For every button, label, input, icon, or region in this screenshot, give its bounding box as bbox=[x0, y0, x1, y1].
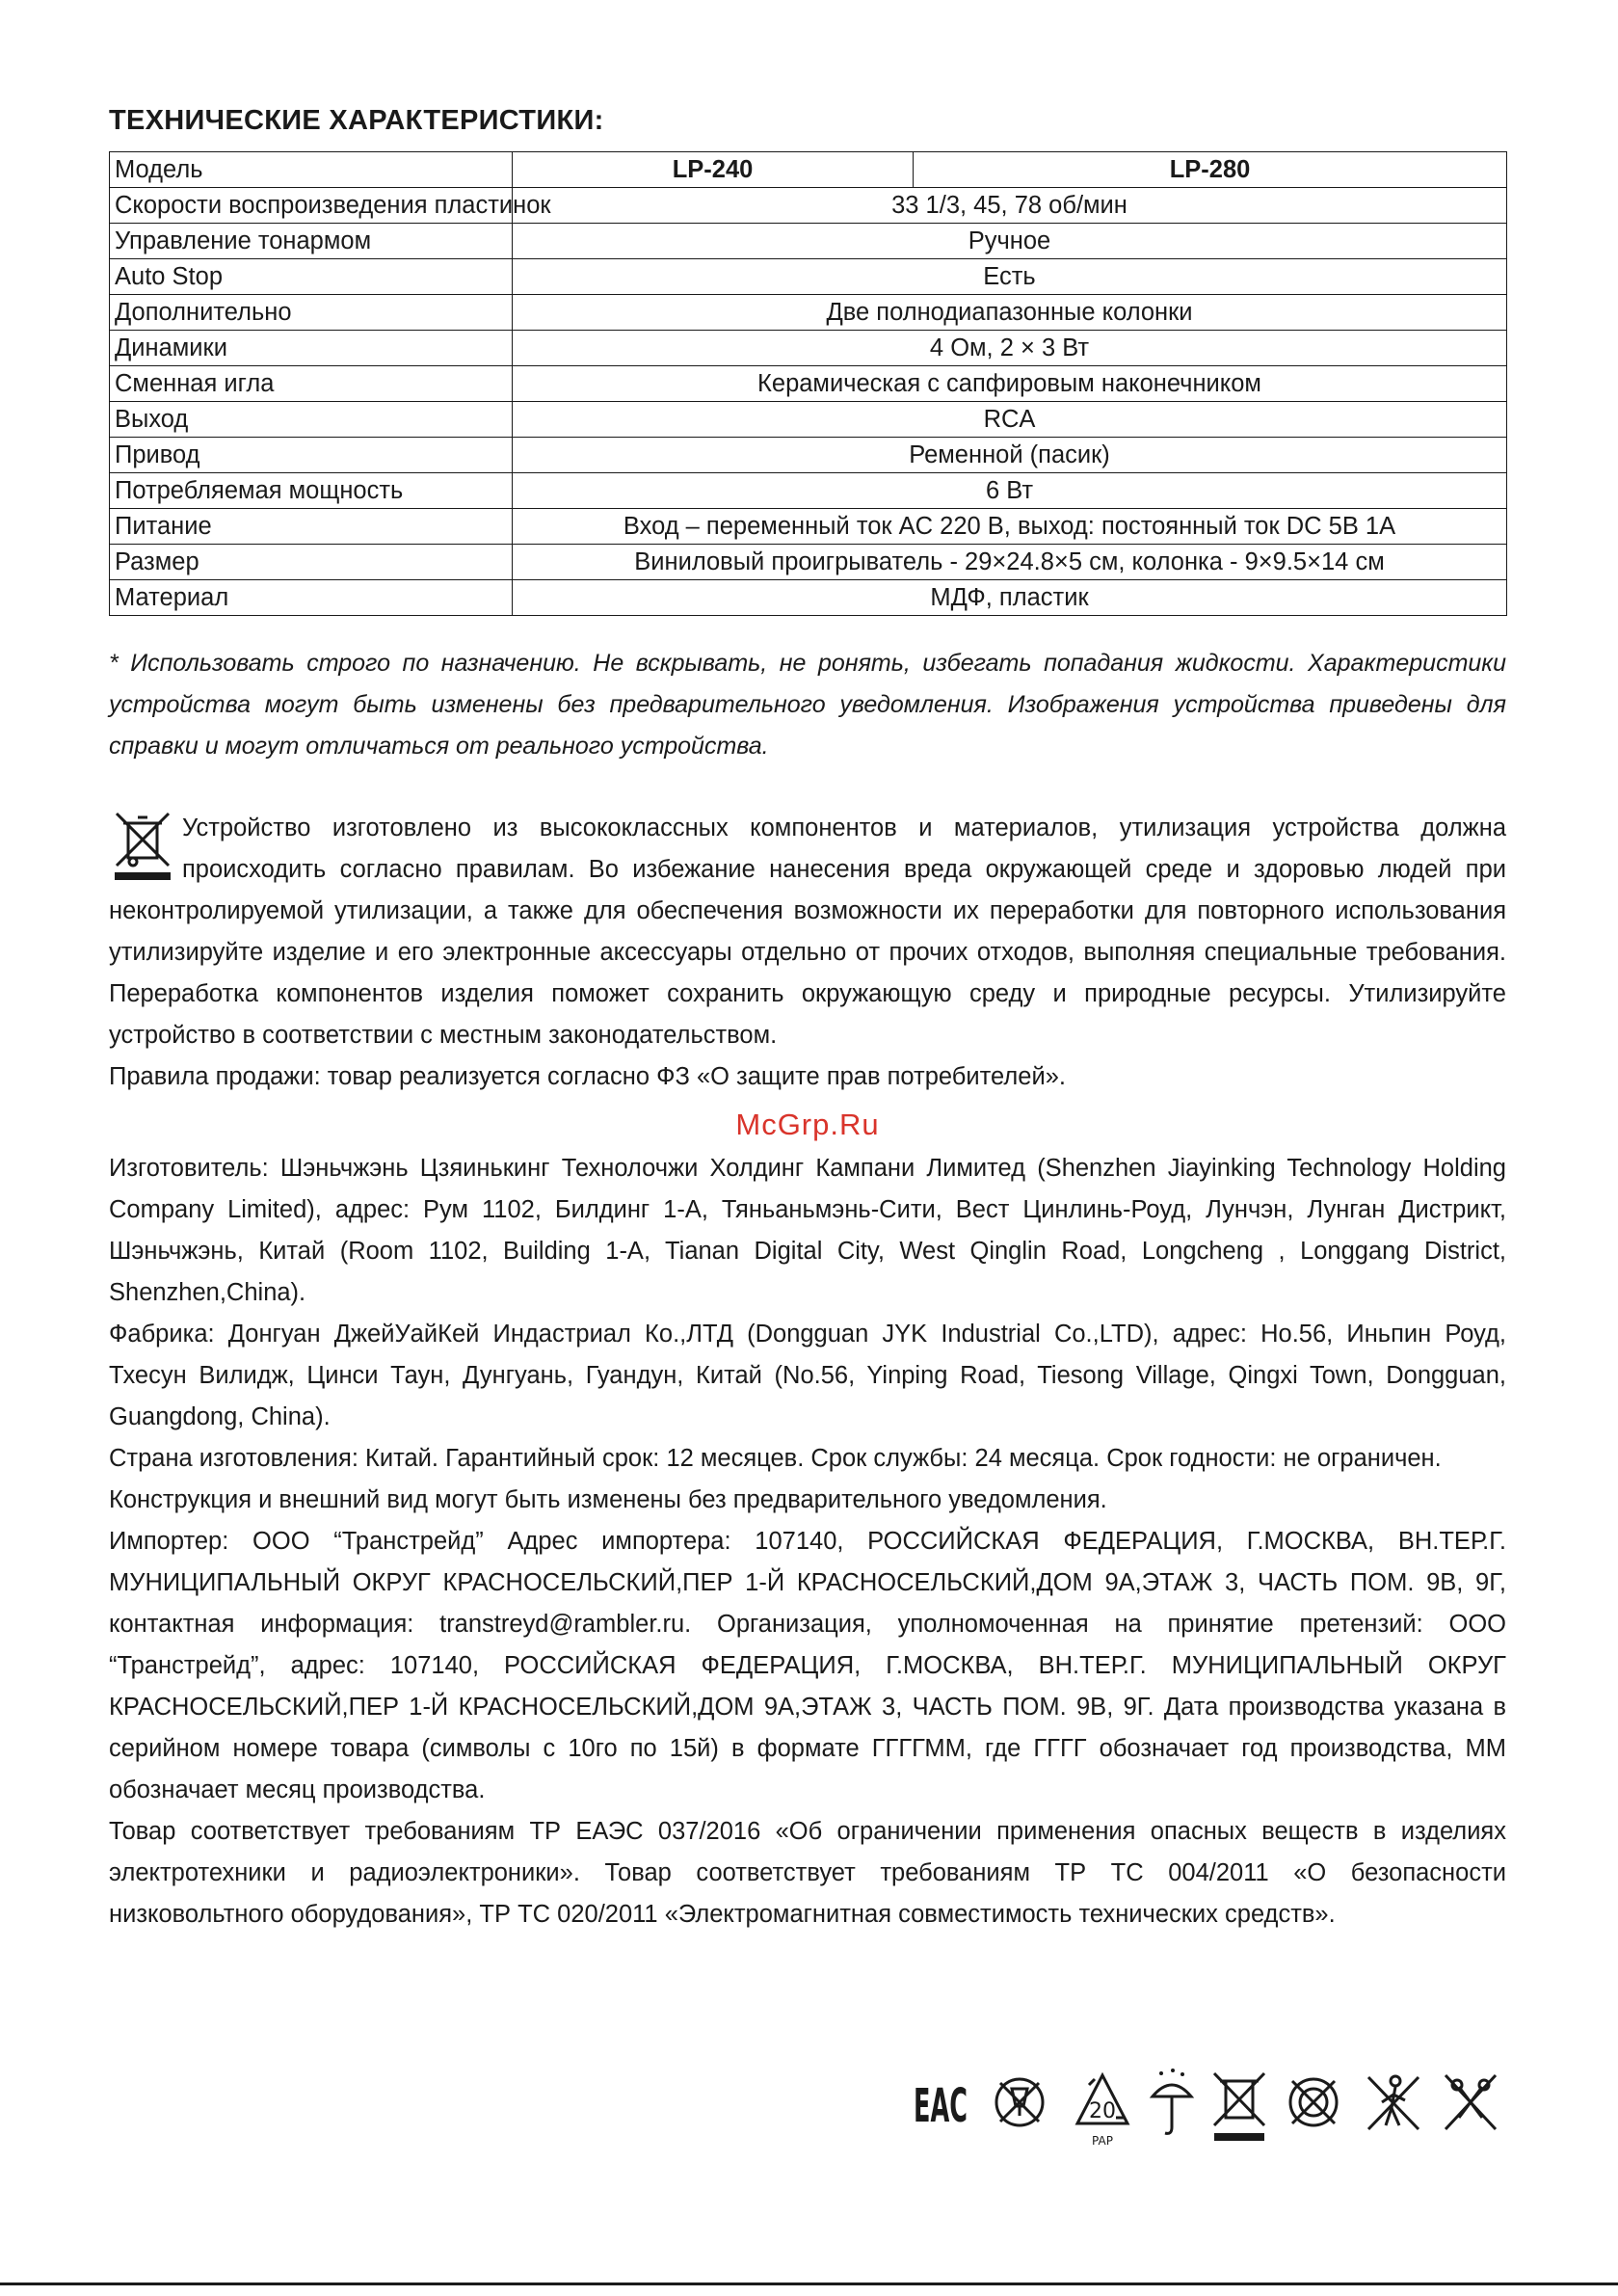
spec-label: Динамики bbox=[110, 331, 513, 366]
spec-value: Виниловый проигрыватель - 29×24.8×5 см, колонка - 9×9.5×14 см bbox=[513, 545, 1507, 580]
spec-value: Две полнодиапазонные колонки bbox=[513, 295, 1507, 331]
country-warranty-info: Страна изготовления: Китай. Гарантийный срок: 12 месяцев. Срок службы: 24 месяца. Срок годности: не ограничен. bbox=[109, 1445, 1442, 1472]
spec-value: Вход – переменный ток AC 220 В, выход: постоянный ток DC 5В 1А bbox=[513, 509, 1507, 545]
spec-label: Сменная игла bbox=[110, 366, 513, 402]
eac-mark-icon bbox=[912, 2068, 969, 2137]
spec-row bbox=[110, 295, 1507, 331]
spec-value: 6 Вт bbox=[513, 473, 1507, 509]
spec-label: Питание bbox=[110, 509, 513, 545]
pap-number: 20 bbox=[1089, 2099, 1116, 2123]
manufacturer-info: Изготовитель: Шэньчжэнь Цзяинькинг Технолочжи Холдинг Кампани Лимитед (Shenzhen Jiayinking Technology Holding Company Limited), адрес: Рум 1102, Билдинг 1-А, Тяньаньмэнь-Сити, Вест Цинлинь-Роуд, Лунчэн, Лунган Дистрикт, Шэньчжэнь, Китай (Room 1102, Building 1-A, Tianan Digital City, West Qinglin Road, Longcheng , Longgang District, Shenzhen,China). bbox=[109, 1155, 1506, 1306]
spec-value: Ручное bbox=[513, 224, 1507, 259]
spec-value: RCA bbox=[513, 402, 1507, 438]
spec-row bbox=[110, 366, 1507, 402]
pap-label: PAP bbox=[1092, 2134, 1113, 2148]
spec-label: Материал bbox=[110, 580, 513, 616]
spec-row bbox=[110, 438, 1507, 473]
spec-header-row bbox=[110, 152, 1507, 188]
conformity-info: Товар соответствует требованиям ТР ЕАЭС 037/2016 «Об ограничении применения опасных веществ в изделиях электротехники и радиоэлектроники». Товар соответствует требованиям ТР ТС 004/2011 «О безопасности низковольтного оборудования», ТР ТС 020/2011 «Электромагнитная совместимость технических средств». bbox=[109, 1818, 1506, 1928]
spec-label: Управление тонармом bbox=[110, 224, 513, 259]
spec-title: ТЕХНИЧЕСКИЕ ХАРАКТЕРИСТИКИ: bbox=[109, 105, 604, 136]
bottom-rule bbox=[0, 2283, 1618, 2285]
spec-label: Auto Stop bbox=[110, 259, 513, 295]
factory-info: Фабрика: Донгуан ДжейУайКей Индастриал Ко.,ЛТД (Dongguan JYK Industrial Co.,LTD), адрес: Но.56, Иньпин Роуд, Тхесун Вилидж, Цинси Таун, Дунгуань, Гуандун, Китай (No.56, Yinping Road, Tiesong Village, Qingxi Town, Dongguan, Guangdong, China). bbox=[109, 1321, 1506, 1430]
spec-label: Привод bbox=[110, 438, 513, 473]
spec-row bbox=[110, 580, 1507, 616]
no-household-waste-icon bbox=[1363, 2068, 1424, 2137]
spec-label: Дополнительно bbox=[110, 295, 513, 331]
spec-label: Выход bbox=[110, 402, 513, 438]
weee-bin-icon bbox=[1208, 2068, 1270, 2145]
spec-header-label: Модель bbox=[110, 152, 513, 188]
certification-icons bbox=[912, 2068, 1509, 2174]
spec-header-model1: LP-240 bbox=[513, 152, 914, 188]
spec-row bbox=[110, 331, 1507, 366]
spec-row bbox=[110, 509, 1507, 545]
sales-rules: Правила продажи: товар реализуется согласно ФЗ «О защите прав потребителей». bbox=[109, 1063, 1066, 1090]
spec-value: Керамическая с сапфировым наконечником bbox=[513, 366, 1507, 402]
spec-value: 4 Ом, 2 × 3 Вт bbox=[513, 331, 1507, 366]
spec-row bbox=[110, 224, 1507, 259]
usage-note: * Использовать строго по назначению. Не вскрывать, не ронять, избегать попадания жидкости. Характеристики устройства могут быть изменены без предварительного уведомления. Изображения устройства приведены для справки и могут отличаться от реального устройства. bbox=[109, 650, 1506, 760]
eac-text: EAC bbox=[914, 2079, 968, 2133]
design-change-note: Конструкция и внешний вид могут быть изменены без предварительного уведомления. bbox=[109, 1486, 1107, 1513]
pap-recycle-icon bbox=[1066, 2068, 1139, 2160]
spec-row bbox=[110, 259, 1507, 295]
watermark: McGrp.Ru bbox=[735, 1108, 880, 1141]
spec-row bbox=[110, 473, 1507, 509]
no-food-icon bbox=[991, 2068, 1048, 2137]
recycling-text: Устройство изготовлено из высококлассных компонентов и материалов, утилизация устройства должна происходить согласно правилам. Во избежание нанесения вреда окружающей среде и здоровью людей при неконтролируемой утилизации, а также для обеспечения возможности их переработки для повторного использования утилизируйте изделие и его электронные аксессуары отдельно от прочих отходов, выполняя специальные требования. Переработка компонентов изделия поможет сохранить окружающую среду и природные ресурсы. Утилизируйте устройство в соответствии с местным законодательством. bbox=[109, 814, 1506, 1049]
spec-value: Ременной (пасик) bbox=[513, 438, 1507, 473]
spec-label: Потребляемая мощность bbox=[110, 473, 513, 509]
spec-value: МДФ, пластик bbox=[513, 580, 1507, 616]
spec-header-model2: LP-280 bbox=[914, 152, 1507, 188]
spec-row bbox=[110, 188, 1507, 224]
spec-label: Размер bbox=[110, 545, 513, 580]
spec-label: Скорости воспроизведения пластинок bbox=[110, 188, 513, 224]
importer-info: Импортер: ООО “Транстрейд” Адрес импортера: 107140, РОССИЙСКАЯ ФЕДЕРАЦИЯ, Г.МОСКВА, ВН.ТЕР.Г. МУНИЦИПАЛЬНЫЙ ОКРУГ КРАСНОСЕЛЬСКИЙ,ПЕР 1-Й КРАСНОСЕЛЬСКИЙ,ДОМ 9А,ЭТАЖ 3, ЧАСТЬ ПОМ. 9В, 9Г, контактная информация: transtreyd@rambler.ru. Организация, уполномоченная на принятие претензий: ООО “Транстрейд”, адрес: 107140, РОССИЙСКАЯ ФЕДЕРАЦИЯ, Г.МОСКВА, ВН.ТЕР.Г. МУНИЦИПАЛЬНЫЙ ОКРУГ КРАСНОСЕЛЬСКИЙ,ПЕР 1-Й КРАСНОСЕЛЬСКИЙ,ДОМ 9А,ЭТАЖ 3, ЧАСТЬ ПОМ. 9В, 9Г. Дата производства указана в серийном номере товара (символы с 10го по 15й) в формате ГГГГММ, где ГГГГ обозначает год производства, ММ обозначает месяц производства. bbox=[109, 1528, 1506, 1803]
recycling-block bbox=[109, 808, 1506, 1056]
spec-table bbox=[109, 151, 1507, 616]
spec-value: 33 1/3, 45, 78 об/мин bbox=[513, 188, 1507, 224]
weee-bin-icon bbox=[109, 810, 176, 883]
no-disassembly-icon bbox=[1440, 2068, 1501, 2137]
keep-dry-icon bbox=[1148, 2068, 1196, 2145]
page-content bbox=[109, 101, 1506, 1936]
spec-row bbox=[110, 545, 1507, 580]
spec-value: Есть bbox=[513, 259, 1507, 295]
no-steering-wheel-icon bbox=[1283, 2068, 1344, 2137]
spec-row bbox=[110, 402, 1507, 438]
